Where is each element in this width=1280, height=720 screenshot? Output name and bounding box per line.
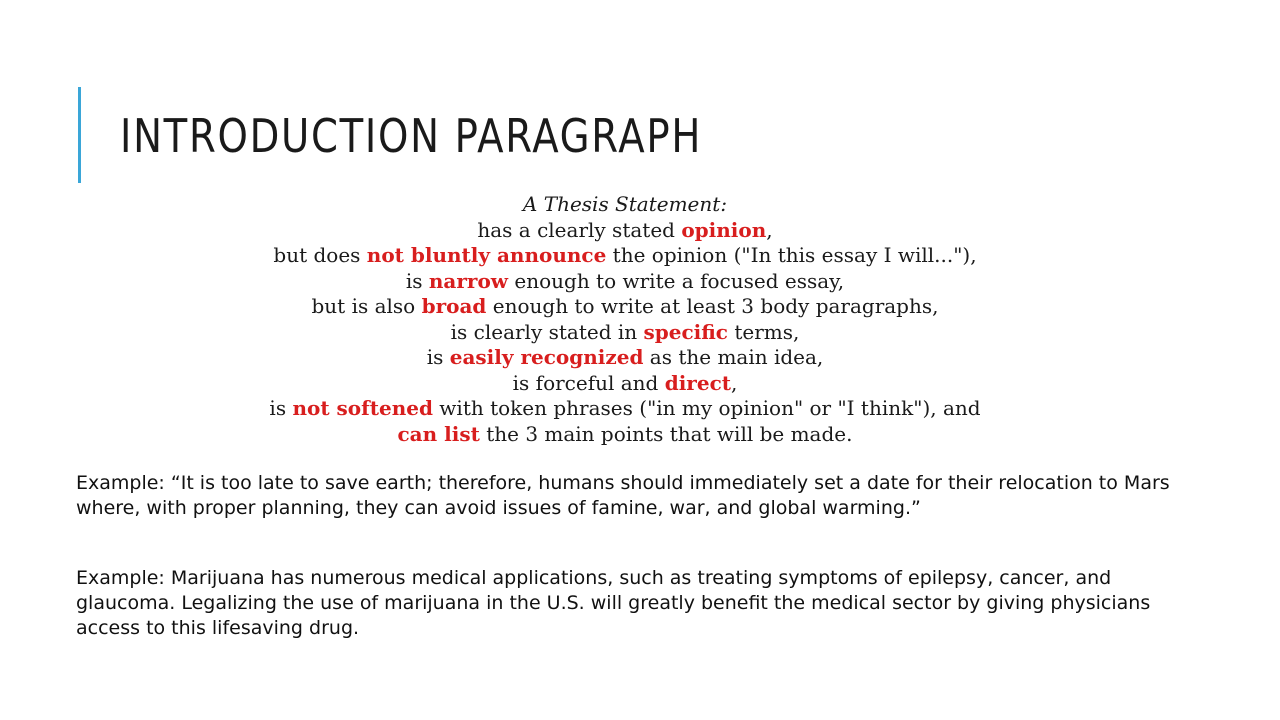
thesis-highlight: specific: [643, 319, 728, 344]
thesis-line-7: [120, 371, 1130, 397]
thesis-line-1: [120, 218, 1130, 244]
thesis-line-3: [120, 269, 1130, 295]
title-accent-bar: [78, 87, 81, 183]
thesis-line-text: but does: [273, 243, 367, 267]
thesis-line-4: [120, 294, 1130, 320]
thesis-line-text: is clearly stated in: [450, 319, 644, 344]
thesis-line-text: is: [426, 345, 450, 369]
thesis-highlight: can list: [397, 421, 480, 446]
thesis-line-text: but is also: [311, 294, 422, 318]
thesis-heading: A Thesis Statement:: [522, 192, 728, 216]
thesis-line-text: is: [269, 396, 293, 420]
thesis-line-text: ,: [730, 370, 738, 395]
thesis-line-9: [120, 422, 1130, 448]
thesis-highlight: opinion: [681, 217, 767, 242]
example-paragraph-2: Example: Marijuana has numerous medical applications, such as treating symptoms of epilepsy, cancer, and glaucoma. Legalizing the use of marijuana in the U.S. will greatly benefit the medical sector by giving physicians access to this lifesaving drug.: [76, 567, 1151, 639]
thesis-line-text: the 3 main points that will be made.: [479, 421, 853, 446]
thesis-line-text: with token phrases ("in my opinion" or "I think"), and: [432, 396, 981, 420]
thesis-highlight: narrow: [428, 268, 509, 293]
thesis-line-text: as the main idea,: [643, 345, 824, 369]
thesis-highlight: not bluntly announce: [366, 243, 607, 267]
thesis-highlight: not softened: [292, 396, 433, 420]
thesis-line-5: [120, 320, 1130, 346]
slide-title: INTRODUCTION PARAGRAPH: [120, 109, 703, 163]
thesis-line-text: ,: [766, 217, 773, 242]
thesis-line-text: enough to write at least 3 body paragraphs,: [486, 294, 939, 318]
thesis-line-text: the opinion ("In this essay I will..."),: [606, 243, 977, 267]
thesis-line-text: has a clearly stated: [477, 217, 682, 242]
example-paragraph-1: Example: “It is too late to save earth; therefore, humans should immediately set a date for their relocation to Mars where, with proper planning, they can avoid issues of famine, war, and global warming.”: [76, 472, 1170, 519]
thesis-line-text: enough to write a focused essay,: [508, 268, 845, 293]
thesis-highlight: easily recognized: [449, 345, 644, 369]
thesis-statement-block: [120, 192, 1130, 447]
thesis-highlight: direct: [664, 370, 731, 395]
thesis-line-text: is forceful and: [512, 370, 665, 395]
thesis-line-text: terms,: [727, 319, 800, 344]
thesis-line-2: [120, 243, 1130, 269]
thesis-line-text: is: [405, 268, 429, 293]
thesis-line-6: [120, 345, 1130, 371]
thesis-highlight: broad: [421, 294, 487, 318]
thesis-line-8: [120, 396, 1130, 422]
